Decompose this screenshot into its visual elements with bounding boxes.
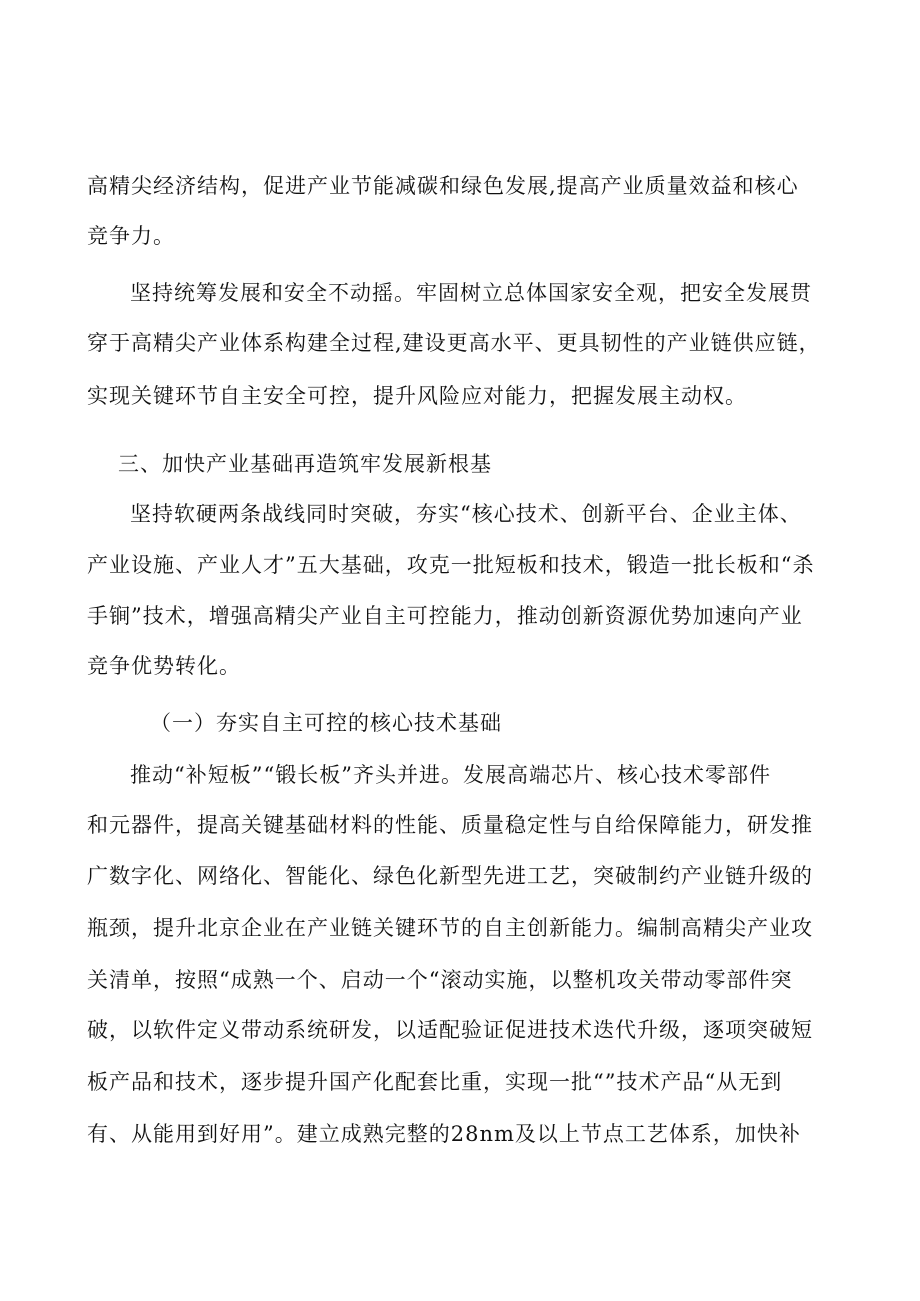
paragraph-1-line-1: 高精尖经济结构，促进产业节能减碳和绿色发展,提高产业质量效益和核心 bbox=[87, 174, 799, 198]
paragraph-4-line-7: 板产品和技术，逐步提升国产化配套比重，实现一批“”技术产品“从无到 bbox=[87, 1070, 783, 1094]
paragraph-3-line-3: 手锏”技术，增强高精尖产业自主可控能力，推动创新资源优势加速向产业 bbox=[87, 604, 803, 628]
subheading-1: （一）夯实自主可控的核心技术基础 bbox=[150, 711, 502, 735]
paragraph-4-line-6: 破，以软件定义带动系统研发，以适配验证促进技术迭代升级，逐项突破短 bbox=[87, 1018, 813, 1042]
paragraph-4-line-3: 广数字化、网络化、智能化、绿色化新型先进工艺，突破制约产业链升级的 bbox=[87, 864, 813, 888]
section-heading-3: 三、加快产业基础再造筑牢发展新根基 bbox=[118, 452, 492, 476]
paragraph-4-line-2: 和元器件，提高关键基础材料的性能、质量稳定性与自给保障能力，研发推 bbox=[87, 813, 813, 837]
paragraph-1-line-2: 竞争力。 bbox=[87, 224, 175, 248]
paragraph-4-line-8: 有、从能用到好用”。建立成熟完整的28nm及以上节点工艺体系，加快补 bbox=[87, 1122, 801, 1146]
paragraph-3-line-1: 坚持软硬两条战线同时突破，夯实“核心技术、创新平台、企业主体、 bbox=[130, 502, 802, 526]
paragraph-2-line-1: 坚持统筹发展和安全不动摇。牢固树立总体国家安全观，把安全发展贯 bbox=[130, 281, 812, 305]
paragraph-4-line-5: 关清单，按照“成熟一个、启动一个“滚动实施，以整机攻关带动零部件突 bbox=[87, 968, 793, 992]
paragraph-2-line-2: 穿于高精尖产业体系构建全过程,建设更高水平、更具韧性的产业链供应链， bbox=[87, 331, 821, 355]
paragraph-4-line-1: 推动“补短板”“锻长板”齐头并进。发展高端芯片、核心技术零部件 bbox=[130, 763, 771, 787]
paragraph-3-line-4: 竞争优势转化。 bbox=[87, 654, 241, 678]
paragraph-2-line-3: 实现关键环节自主安全可控，提升风险应对能力，把握发展主动权。 bbox=[87, 384, 747, 408]
paragraph-3-line-2: 产业设施、产业人才”五大基础，攻克一批短板和技术，锻造一批长板和“杀 bbox=[87, 553, 815, 577]
paragraph-4-line-4: 瓶颈，提升北京企业在产业链关键环节的自主创新能力。编制高精尖产业攻 bbox=[87, 916, 813, 940]
